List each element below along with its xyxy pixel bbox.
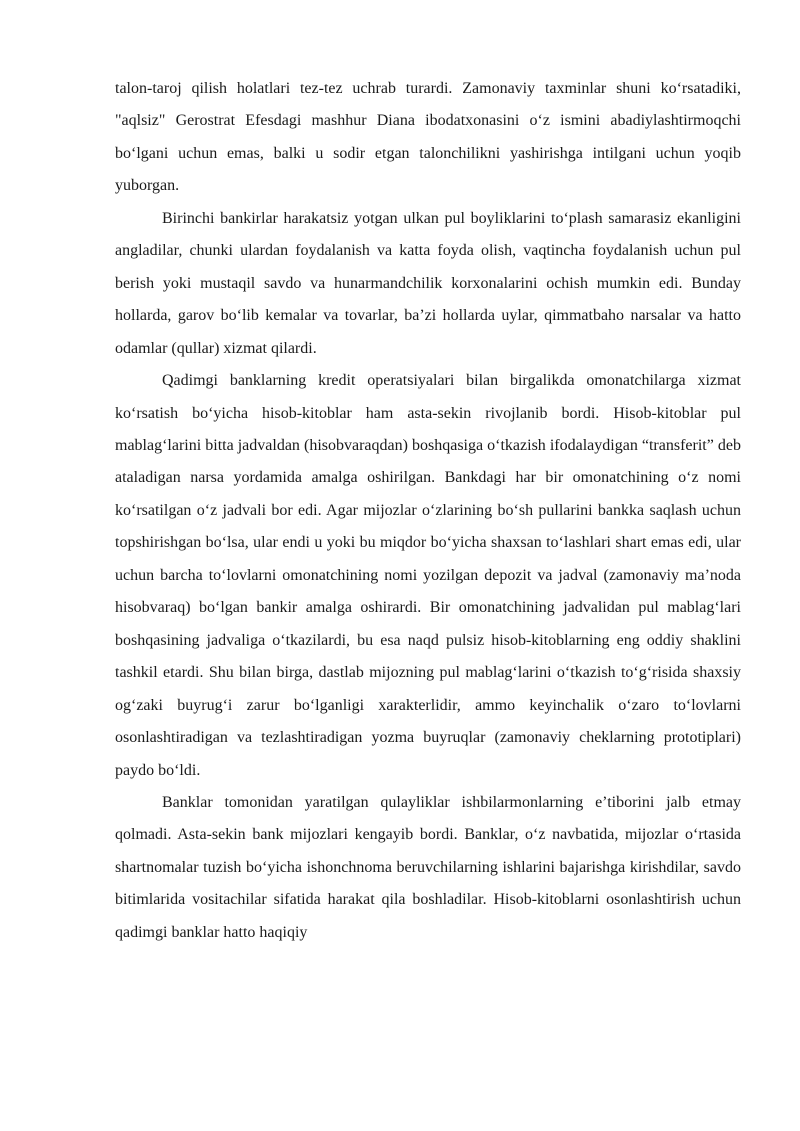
paragraph-ancient-banks-settlements: Qadimgi banklarning kredit operatsiyalari bilan birgalikda omonatchilarga xizmat ko‘rsatish bo‘yicha hisob-kitoblar ham asta-sekin rivojlanib bordi. Hisob-kitoblar pul mablag‘larini bitta jadvaldan (hisobvaraqdan) boshqasiga o‘tkazish ifodalaydigan “transferit” deb ataladigan narsa yordamida amalga oshirilgan. Bankdagi har bir omonatchining o‘z nomi ko‘rsatilgan o‘z jadvali bor edi. Agar mijozlar o‘zlarining bo‘sh pullarini bankka saqlash uchun topshirishgan bo‘lsa, ular endi u yoki bu miqdor bo‘yicha shaxsan to‘lashlari shart emas edi, ular uchun barcha to‘lovlarni omonatchining nomi yozilgan depozit va jadval (zamonaviy ma’noda hisobvaraq) bo‘lgan bankir amalga oshirardi. Bir omonatchining jadvalidan pul mablag‘lari boshqasining jadvaliga o‘tkazilardi, bu esa naqd pulsiz hisob-kitoblarning eng oddiy shaklini tashkil etardi. Shu bilan birga, dastlab mijozning pul mablag‘larini o‘tkazish to‘g‘risida shaxsiy og‘zaki buyrug‘i zarur bo‘lganligi xarakterlidir, ammo keyinchalik o‘zaro to‘lovlarni osonlashtiradigan va tezlashtiradigan yozma buyruqlar (zamonaviy cheklarning prototiplari) paydo bo‘ldi. bbox=[115, 372, 741, 779]
document-page bbox=[115, 73, 741, 949]
paragraph-first-bankers: Birinchi bankirlar harakatsiz yotgan ulkan pul boyliklarini to‘plash samarasiz ekanligini angladilar, chunki ulardan foydalanish va katta foyda olish, vaqtincha foydalanish uchun pul berish yoki mustaqil savdo va hunarmandchilik korxonalarini ochish mumkin edi. Bunday hollarda, garov bo‘lib kemalar va tovarlar, ba’zi hollarda uylar, qimmatbaho narsalar va hatto odamlar (qullar) xizmat qilardi. bbox=[115, 209, 741, 357]
paragraph-bank-conveniences: Banklar tomonidan yaratilgan qulayliklar ishbilarmonlarning e’tiborini jalb etmay qolmadi. Asta-sekin bank mijozlari kengayib bordi. Banklar, o‘z navbatida, mijozlar o‘rtasida shartnomalar tuzish bo‘yicha ishonchnoma beruvchilarning ishlarini bajarishga kirishdilar, savdo bitimlarida vositachilar sifatida harakat qila boshladilar. Hisob-kitoblarni osonlashtirish uchun qadimgi banklar hatto haqiqiy bbox=[115, 793, 741, 941]
paragraph-continuation: talon-taroj qilish holatlari tez-tez uchrab turardi. Zamonaviy taxminlar shuni ko‘rsatadiki, "aqlsiz" Gerostrat Efesdagi mashhur Diana ibodatxonasini o‘z ismini abadiylashtirmoqchi bo‘lgani uchun emas, balki u sodir etgan talonchilikni yashirishga intilgani uchun yoqib yuborgan. bbox=[115, 80, 741, 195]
